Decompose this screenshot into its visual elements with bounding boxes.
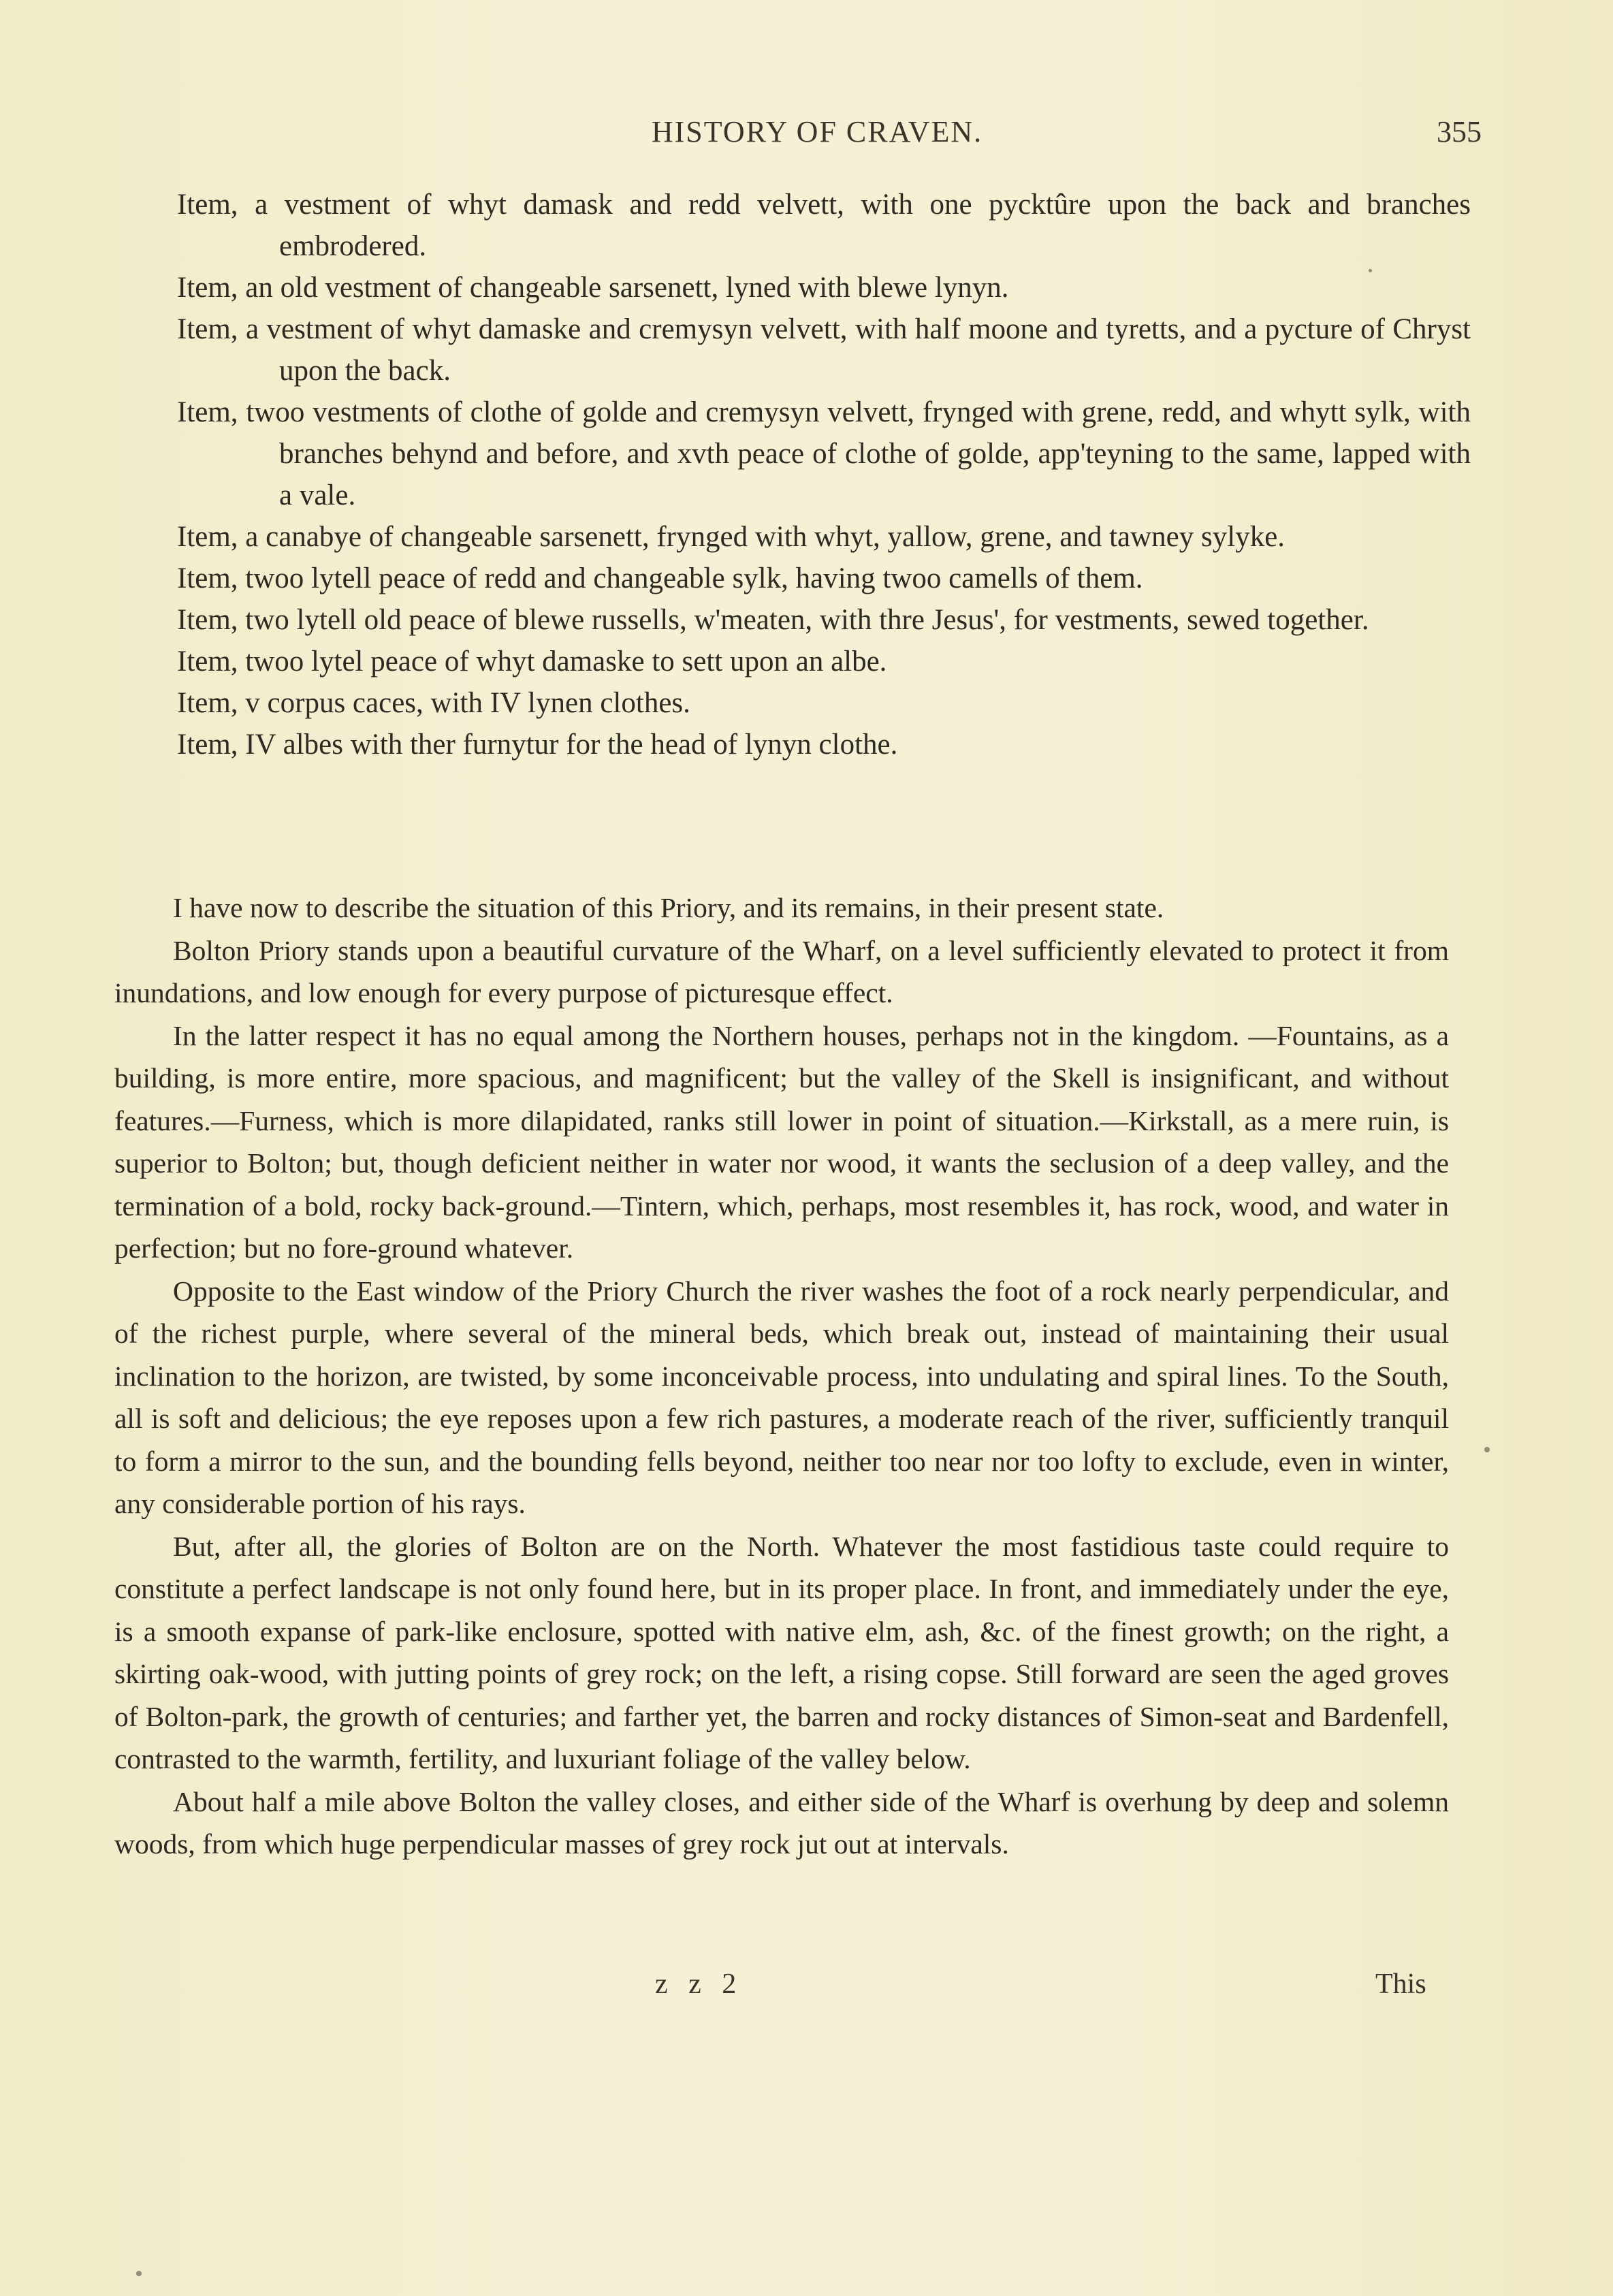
- inventory-item: Item, two lytell old peace of blewe russells, w'meaten, with thre Jesus', for vestments, sewed together.: [177, 604, 1369, 636]
- inventory-item: Item, a canabye of changeable sarsenett, frynged with whyt, yallow, grene, and tawney sylyke.: [177, 521, 1285, 553]
- paper-speck: [1484, 1447, 1490, 1452]
- inventory-item: Item, IV albes with ther furnytur for the head of lynyn clothe.: [177, 729, 898, 761]
- paragraph: I have now to describe the situation of this Priory, and its remains, in their present state.: [173, 892, 1164, 923]
- paper-speck: [1369, 269, 1372, 272]
- page-number: 355: [1437, 115, 1482, 148]
- inventory-item: Item, a vestment of whyt damask and redd velvett, with one pycktûre upon the back and branches embrodered.: [177, 189, 1471, 262]
- paragraph: But, after all, the glories of Bolton are on the North. Whatever the most fastidious taste could require to constitute a perfect landscape is not only found here, but in its proper place. In front, and immediately under the eye, is a smooth expanse of park-like enclosure, spotted with native elm, ash, &c. of the finest growth; on the right, a skirting oak-wood, with jutting points of grey rock; on the left, a rising copse. Still forward are seen the aged groves of Bolton-park, the growth of centuries; and farther yet, the barren and rocky distances of Simon-seat and Bardenfell, contrasted to the warmth, fertility, and luxuriant foliage of the valley below.: [114, 1530, 1449, 1774]
- body-text: [114, 887, 1449, 1866]
- signature-mark: z z 2: [655, 1968, 744, 2000]
- inventory-item: Item, twoo lytell peace of redd and changeable sylk, having twoo camells of them.: [177, 562, 1143, 594]
- running-head-title: HISTORY OF CRAVEN.: [651, 115, 983, 148]
- inventory-item: Item, an old vestment of changeable sarsenett, lyned with blewe lynyn.: [177, 272, 1009, 304]
- inventory-item: Item, a vestment of whyt damaske and cremysyn velvett, with half moone and tyretts, and a pycture of Chryst upon the back.: [177, 313, 1471, 387]
- inventory-item: Item, v corpus caces, with IV lynen clothes.: [177, 687, 690, 719]
- paragraph: About half a mile above Bolton the valley closes, and either side of the Wharf is overhung by deep and solemn woods, from which huge perpendicular masses of grey rock jut out at intervals.: [114, 1785, 1449, 1860]
- paragraph: Bolton Priory stands upon a beautiful curvature of the Wharf, on a level sufficiently elevated to protect it from inundations, and low enough for every purpose of picturesque effect.: [114, 934, 1449, 1008]
- inventory-list: [177, 184, 1471, 765]
- paragraph: In the latter respect it has no equal among the Northern houses, perhaps not in the kingdom. —Fountains, as a building, is more entire, more spacious, and magnificent; but the valley of the Skell is insignificant, and without features.—Furness, which is more dilapidated, ranks still lower in point of situation.—Kirkstall, as a mere ruin, is superior to Bolton; but, though deficient neither in water nor wood, it wants the seclusion of a deep valley, and the termination of a bold, rocky back-ground.—Tintern, which, perhaps, most resembles it, has rock, wood, and water in perfection; but no fore-ground whatever.: [114, 1019, 1449, 1264]
- catchword: This: [1375, 1968, 1426, 2000]
- paragraph: Opposite to the East window of the Priory Church the river washes the foot of a rock nearly perpendicular, and of the richest purple, where several of the mineral beds, which break out, instead of maintaining their usual inclination to the horizon, are twisted, by some inconceivable process, into undulating and spiral lines. To the South, all is soft and delicious; the eye reposes upon a few rich pastures, a moderate reach of the river, sufficiently tranquil to form a mirror to the sun, and the bounding fells beyond, neither too near nor too lofty to exclude, even in winter, any considerable portion of his rays.: [114, 1275, 1449, 1519]
- inventory-item: Item, twoo lytel peace of whyt damaske to sett upon an albe.: [177, 645, 887, 677]
- inventory-item: Item, twoo vestments of clothe of golde and cremysyn velvett, frynged with grene, redd, and whytt sylk, with branches behynd and before, and xvth peace of clothe of golde, app'teyning to the same, lapped with a vale.: [177, 396, 1471, 511]
- paper-speck: [136, 2271, 142, 2276]
